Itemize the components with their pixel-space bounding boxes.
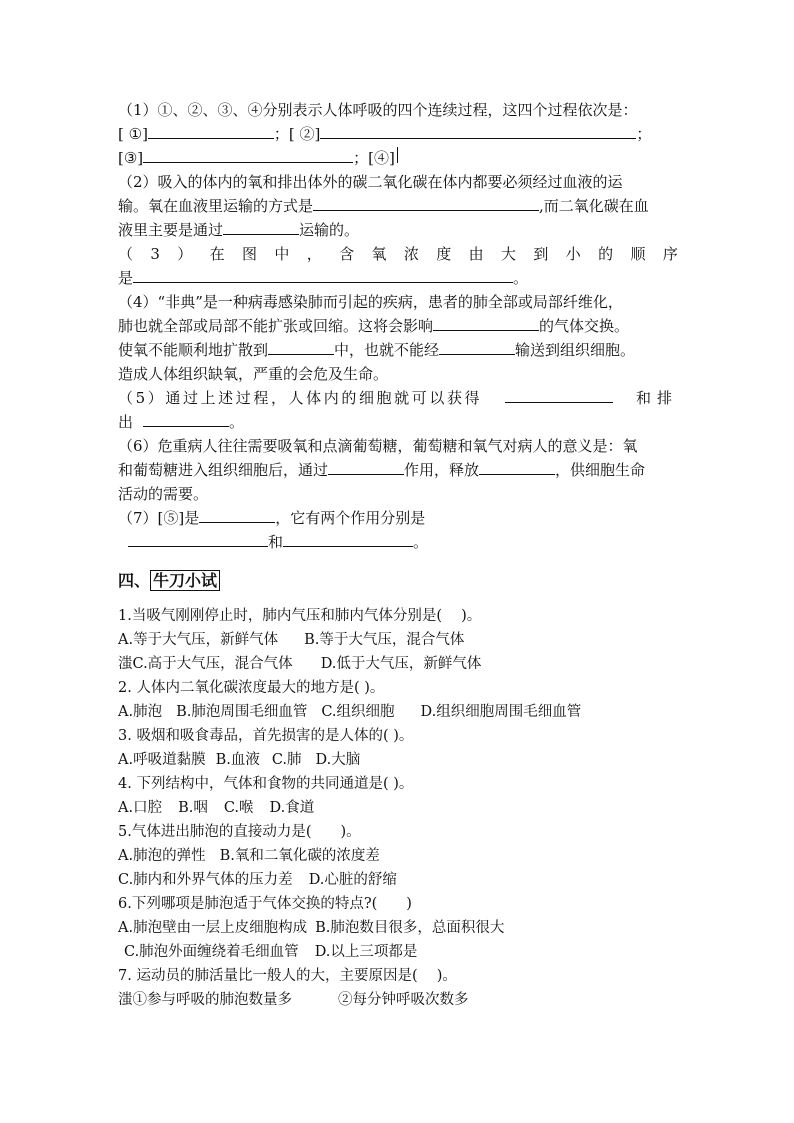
fill-q6-line2 [118,458,678,482]
option-a[interactable]: A.口腔 [118,800,163,816]
option-a[interactable]: A.肺泡的弹性 [118,848,206,864]
question-text: 3. 吸烟和吸食毒品，首先损害的是人体的( )。 [118,728,414,744]
fill-q3-line2 [118,266,678,290]
question-6-options-row2 [118,940,678,964]
option-2[interactable]: ②每分钟呼吸次数多 [338,992,469,1008]
fill-q2-line2 [118,194,678,218]
fill-text: ，供细胞生命 [555,461,646,479]
fill-char: 到 [533,245,549,263]
option-b[interactable]: B.肺泡周围毛细血管 [176,704,308,720]
question-text: 5.气体进出肺泡的直接动力是( )。 [118,824,361,840]
question-3-options [118,748,678,772]
fill-char: 图 [242,245,258,263]
option-d[interactable]: D.大脑 [315,752,361,768]
option-d[interactable]: D.心脏的舒缩 [308,872,397,888]
option-b[interactable]: B.氧和二氧化碳的浓度差 [219,848,380,864]
fill-q7-line2 [118,530,678,554]
question-text: 4. 下列结构中，气体和食物的共同通道是( )。 [118,776,414,792]
fill-text: 液里主要是通过 [118,221,224,239]
fill-text: ,而二氧化碳在血 [539,197,649,215]
fill-text: （4）“非典”是一种病毒感染肺而引起的疾病，患者的肺全部或局部纤维化， [118,293,623,311]
document-page [118,98,678,1012]
fill-text: ； [636,125,652,143]
fill-char: 序 [662,245,678,263]
fill-text: [ ①] [118,125,148,143]
fill-text: （6）危重病人往往需要吸氧和点滴葡萄糖，葡萄糖和氧气对病人的意义是：氧 [118,437,638,455]
fill-q7-line1 [118,506,678,530]
fill-char: （ [118,245,134,263]
answer-blank[interactable] [283,530,413,547]
fill-q1-line1 [118,98,678,122]
answer-blank[interactable] [223,218,299,235]
fill-text: 输送到组织细胞。 [515,341,636,359]
fill-text: （2）吸入的体内的氧和排出体外的碳二氧化碳在体内都要必须经过血液的运 [118,173,623,191]
fill-text: ，它有两个作用分别是 [275,509,426,527]
fill-text: 造成人体组织缺氧，严重的会危及生命。 [118,365,389,383]
fill-text: 出 [118,413,134,431]
fill-text: ；[④] [353,149,395,167]
option-c[interactable]: C.肺泡外面缠绕着毛细血管 [124,944,299,960]
answer-blank[interactable] [143,146,353,163]
fill-q4-line4 [118,362,678,386]
fill-char: 小 [565,245,581,263]
answer-blank[interactable] [133,266,513,283]
answer-blank[interactable] [328,458,404,475]
fill-q1-line2 [118,122,678,146]
fill-char: ， [306,245,322,263]
answer-blank[interactable] [439,338,515,355]
option-c[interactable]: C.肺 [271,752,302,768]
option-c[interactable]: 滍C.高于大气压，混合气体 [118,656,293,672]
fill-text: 的气体交换。 [539,317,630,335]
fill-char: 由 [468,245,484,263]
option-c[interactable]: C.肺内和外界气体的压力差 [118,872,293,888]
fill-text: 肺也就全部或局部不能扩张或回缩。这将会影响 [118,317,434,335]
answer-blank[interactable] [479,458,555,475]
fill-char: 3 [150,245,160,263]
section-number: 四、 [118,571,151,590]
option-a[interactable]: A.等于大气压，新鲜气体 [118,632,279,648]
question-5-options-row2 [118,868,678,892]
question-7-options [118,988,678,1012]
fill-text: （5）通过上述过程，人体内的细胞就可以获得 [118,389,483,407]
option-d[interactable]: D.以上三项都是 [314,944,418,960]
option-d[interactable]: D.低于大气压，新鲜气体 [320,656,482,672]
fill-char: 大 [501,245,517,263]
answer-blank[interactable] [268,338,334,355]
option-b[interactable]: B.肺泡数目很多，总面积很大 [315,920,505,936]
fill-text: 使氧不能顺利地扩散到 [118,341,269,359]
fill-text: （1）①、②、③、④分别表示人体呼吸的四个连续过程，这四个过程依次是： [118,101,638,119]
fill-text: 中，也就不能经 [334,341,440,359]
fill-q2-line1 [118,170,678,194]
question-3 [118,724,678,748]
fill-char: ） [177,245,193,263]
answer-blank[interactable] [320,122,636,139]
question-6 [118,892,678,916]
fill-text: 作用，释放 [404,461,480,479]
fill-text: 活动的需要。 [118,485,209,503]
option-a[interactable]: A.肺泡 [118,704,163,720]
fill-q5-line1 [118,386,678,410]
option-c[interactable]: C.喉 [223,800,254,816]
option-b[interactable]: B.血液 [215,752,260,768]
question-1-options-row2 [118,652,678,676]
fill-char: 含 [339,245,355,263]
question-1-options-row1 [118,628,678,652]
fill-q2-line3 [118,218,678,242]
question-4-options [118,796,678,820]
question-5 [118,820,678,844]
fill-text: ；[ ②] [273,125,321,143]
fill-char: 在 [209,245,225,263]
question-7 [118,964,678,988]
fill-text: 运输的。 [299,221,360,239]
fill-q3-line1 [118,242,678,266]
question-text: 7. 运动员的肺活量比一般人的大，主要原因是( )。 [118,968,457,984]
fill-q4-line1 [118,290,678,314]
fill-text: 和 [268,533,284,551]
fill-text: 和葡萄糖进入组织细胞后，通过 [118,461,329,479]
answer-blank[interactable] [505,386,613,403]
fill-text: （7）[⑤]是 [118,509,200,527]
fill-char: 浓 [403,245,419,263]
question-6-options-row1 [118,916,678,940]
fill-q6-line1 [118,434,678,458]
option-a[interactable]: A.肺泡壁由一层上皮细胞构成 [118,920,308,936]
fill-q4-line2 [118,314,678,338]
option-d[interactable]: D.组织细胞周围毛细血管 [420,704,582,720]
fill-text: 是 [118,269,134,287]
question-text: 6.下列哪项是肺泡适于气体交换的特点?( ) [118,896,412,912]
option-b[interactable]: B.咽 [178,800,208,816]
fill-text: 。 [229,413,245,431]
answer-blank[interactable] [128,530,268,547]
question-2-options [118,700,678,724]
option-a[interactable]: A.呼吸道黏膜 [118,752,206,768]
fill-char: 度 [436,245,452,263]
fill-text: [③] [118,149,144,167]
option-d[interactable]: D.食道 [269,800,315,816]
fill-char: 的 [598,245,614,263]
question-2 [118,676,678,700]
question-1 [118,604,678,628]
question-text: 2. 人体内二氧化碳浓度最大的地方是( )。 [118,680,385,696]
answer-blank[interactable] [199,506,275,523]
fill-q1-line3 [118,146,678,170]
answer-blank[interactable] [395,147,398,163]
fill-text: 输。氧在血液里运输的方式是 [118,197,314,215]
fill-text: 。 [413,533,429,551]
fill-char: 中 [274,245,290,263]
option-c[interactable]: C.组织细胞 [321,704,395,720]
section-title: 牛刀小试 [150,570,220,591]
fill-char: 氧 [371,245,387,263]
answer-blank[interactable] [148,122,274,139]
fill-text: 和排 [635,389,678,407]
question-text: 1.当吸气刚刚停止时，肺内气压和肺内气体分别是( )。 [118,608,482,624]
answer-blank[interactable] [313,194,539,211]
option-1[interactable]: 滍①参与呼吸的肺泡数量多 [118,992,292,1008]
option-b[interactable]: B.等于大气压，混合气体 [304,632,465,648]
answer-blank[interactable] [143,410,229,427]
fill-q5-line2 [118,410,678,434]
fill-text: 。 [513,269,529,287]
question-5-options-row1 [118,844,678,868]
fill-q4-line3 [118,338,678,362]
answer-blank[interactable] [433,314,539,331]
section-heading [118,568,678,594]
question-4 [118,772,678,796]
fill-char: 顺 [630,245,646,263]
fill-q6-line3 [118,482,678,506]
